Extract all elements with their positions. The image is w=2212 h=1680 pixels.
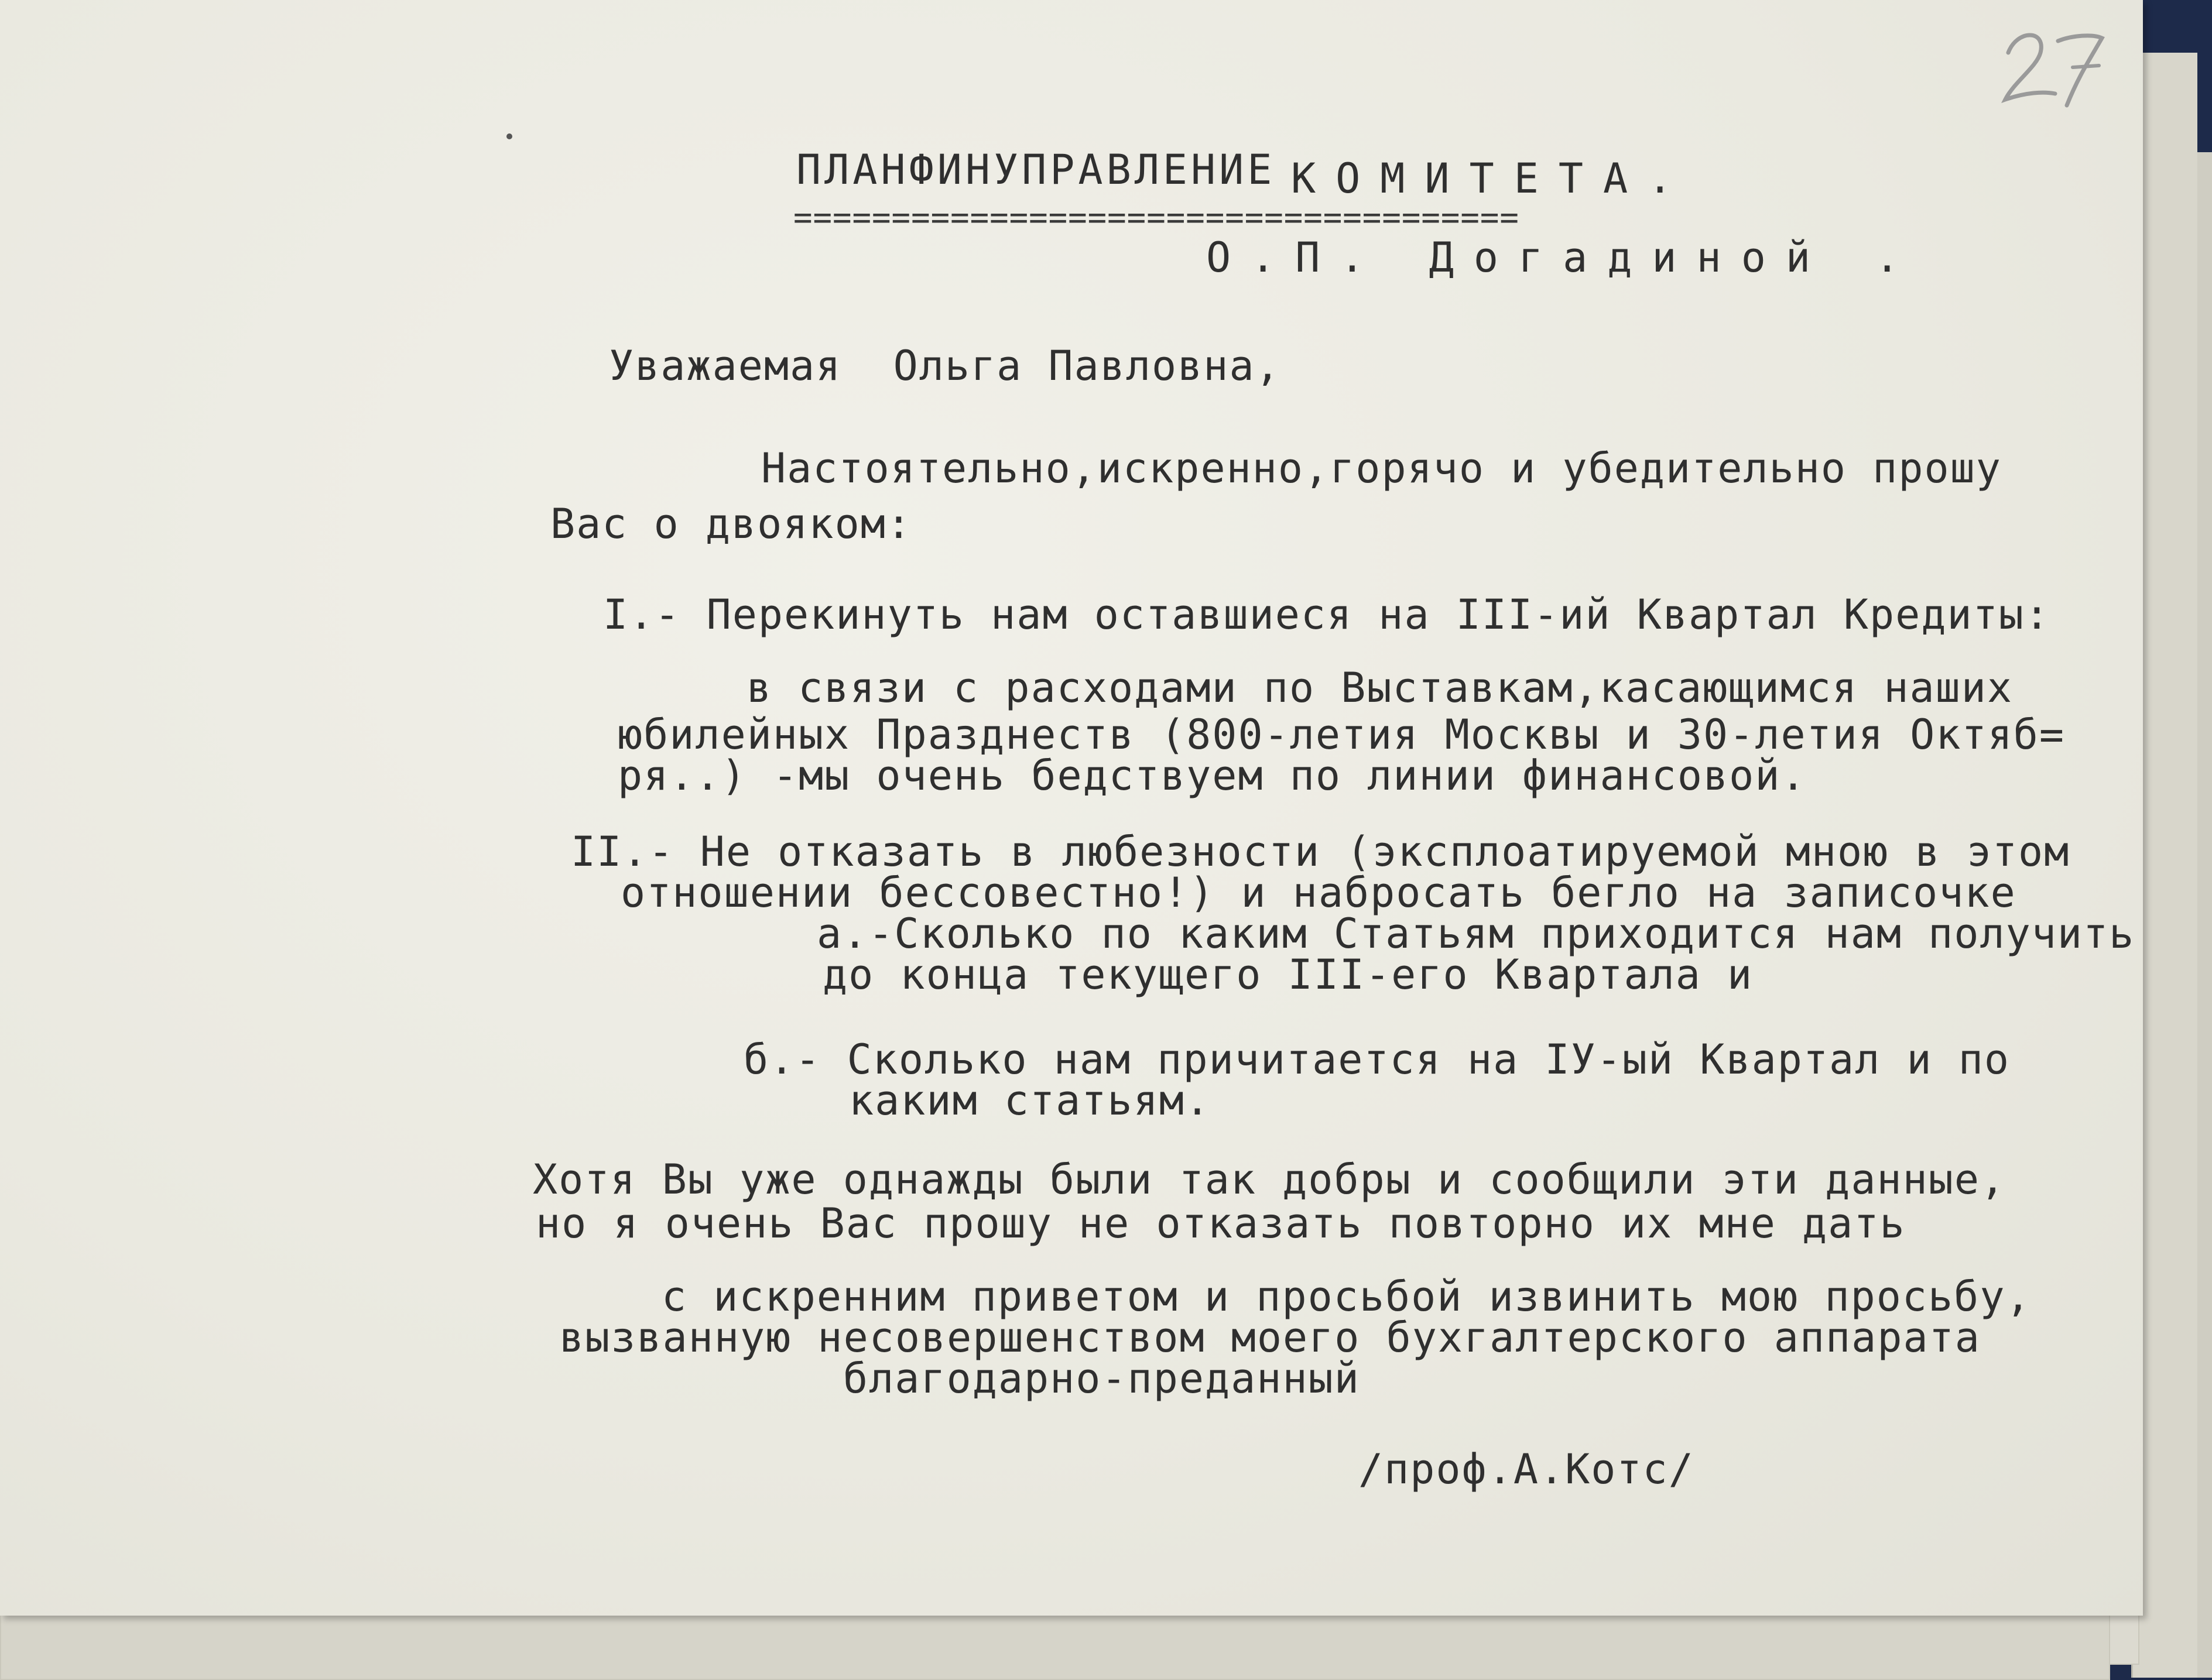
header-committee: КОМИТЕТА. <box>1291 155 1693 203</box>
item-2-sub-a: а.-Сколько по каким Статьям приходится нам получить <box>817 910 2135 958</box>
item-2-line: II.- Не отказать в любезности (эксплоатируемой мною в этом <box>571 828 2070 876</box>
item-1-line: ря..) -мы очень бедствуем по линии финансовой. <box>618 752 1807 800</box>
ink-speck <box>506 133 512 139</box>
header-department: ПЛАНФИНУПРАВЛЕНИЕ <box>796 146 1276 194</box>
regards-line: вызванную несовершенством моего бухгалтерского аппарата <box>559 1314 1981 1362</box>
greeting: Уважаемая Ольга Павловна, <box>609 342 1281 390</box>
intro-line-2: Вас о двояком: <box>550 500 913 548</box>
item-2-sub-a: до конца текущего III-его Квартала и <box>823 951 1754 999</box>
regards-line: с искренним приветом и просьбой извинить мою просьбу, <box>662 1273 2032 1321</box>
item-1-heading: I.- Перекинуть нам оставшиеся на III-ий Квартал Кредиты: <box>603 591 2051 639</box>
signature: /проф.А.Котс/ <box>1358 1445 1694 1493</box>
item-1-line: в связи с расходами по Выставкам,касающимся наших <box>747 664 2014 712</box>
addressee: О.П. Догадиной . <box>1206 234 1920 282</box>
handwritten-page-number <box>1991 18 2108 111</box>
header-rule: ===================================== <box>793 199 1519 236</box>
closing-paragraph-line: но я очень Вас прошу не отказать повторно их мне дать <box>536 1199 1906 1247</box>
item-1-line: юбилейных Празднеств (800-летия Москвы и 30-летия Октяб= <box>618 711 2066 759</box>
closing-paragraph-line: Хотя Вы уже однажды были так добры и сообщили эти данные, <box>533 1156 2006 1204</box>
regards-line: благодарно-преданный <box>843 1355 1360 1403</box>
intro-line-1: Настоятельно,искренно,горячо и убедительно прошу <box>761 444 2002 492</box>
item-2-sub-b: каким статьям. <box>849 1076 1211 1124</box>
item-2-sub-b: б.- Сколько нам причитается на IУ-ый Квартал и по <box>744 1036 2011 1084</box>
item-2-line: отношении бессовестно!) и набросать бегло на записочке <box>621 869 2016 917</box>
